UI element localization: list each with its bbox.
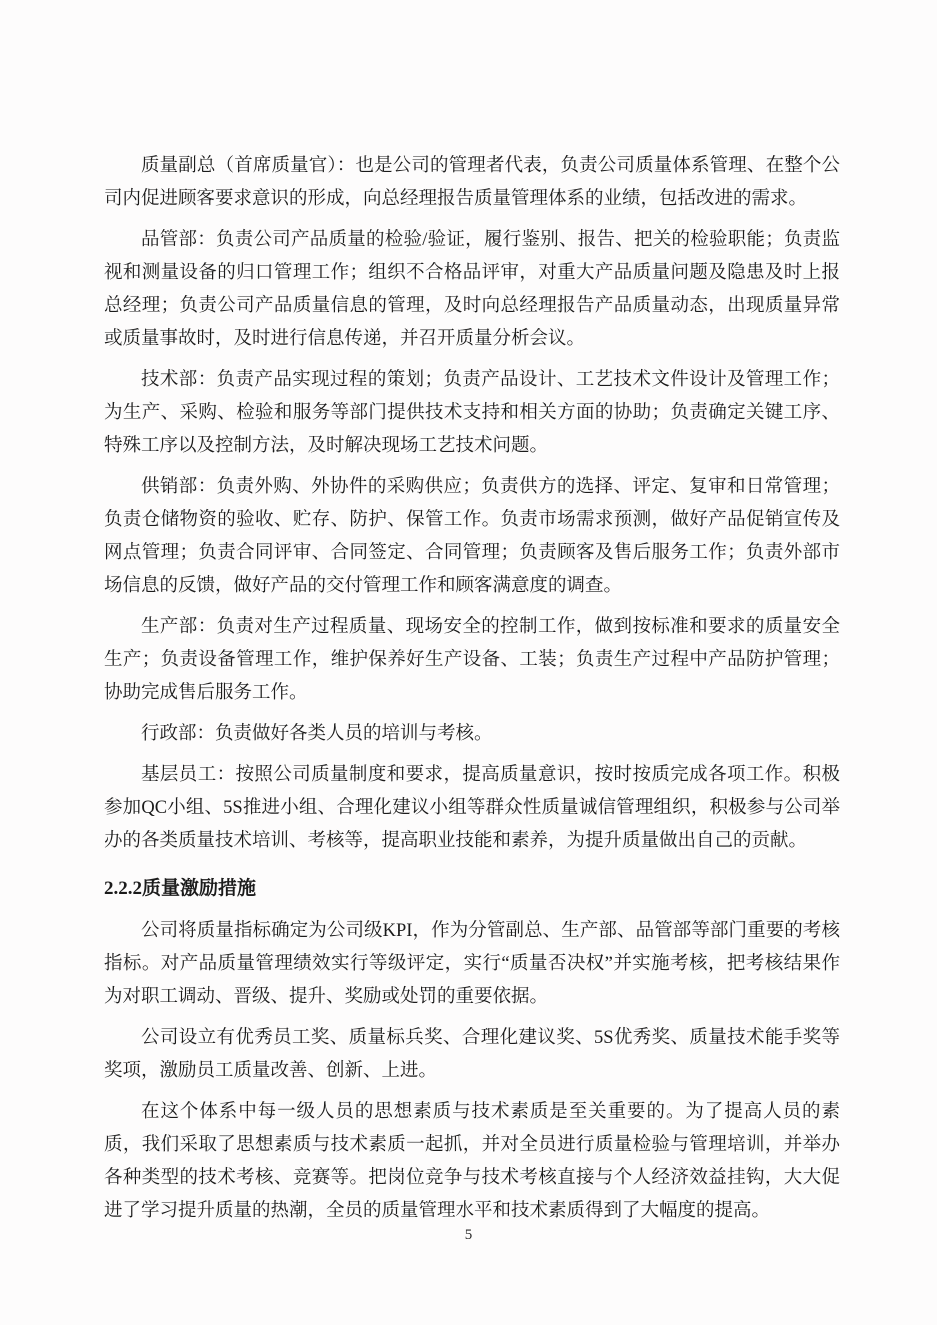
paragraph-technical-dept-role: 技术部：负责产品实现过程的策划；负责产品设计、工艺技术文件设计及管理工作；为生产、采购、检验和服务等部门提供技术支持和相关方面的协助；负责确定关键工序、特殊工序以及控制方法，及时解决现场工艺技术问题。 (104, 370, 840, 456)
paragraph-frontline-staff-role: 基层员工：按照公司质量制度和要求，提高质量意识，按时按质完成各项工作。积极参加QC小组、5S推进小组、合理化建议小组等群众性质量诚信管理组织，积极参与公司举办的各类质量技术培训、考核等，提高职业技能和素养，为提升质量做出自己的贡献。 (104, 765, 840, 851)
paragraph-personnel-quality: 在这个体系中每一级人员的思想素质与技术素质是至关重要的。为了提高人员的素质，我们采取了思想素质与技术素质一起抓，并对全员进行质量检验与管理培训，并举办各种类型的技术考核、竞赛等。把岗位竞争与技术考核直接与个人经济效益挂钩，大大促进了学习提升质量的热潮，全员的质量管理水平和技术素质得到了大幅度的提高。 (104, 1102, 840, 1221)
paragraph-supply-sales-dept-role: 供销部：负责外购、外协件的采购供应；负责供方的选择、评定、复审和日常管理；负责仓储物资的验收、贮存、防护、保管工作。负责市场需求预测，做好产品促销宣传及网点管理；负责合同评审、合同签定、合同管理；负责顾客及售后服务工作；负责外部市场信息的反馈，做好产品的交付管理工作和顾客满意度的调查。 (104, 477, 840, 596)
paragraph-quality-vp-role: 质量副总（首席质量官）：也是公司的管理者代表，负责公司质量体系管理、在整个公司内促进顾客要求意识的形成，向总经理报告质量管理体系的业绩，包括改进的需求。 (104, 156, 840, 209)
paragraph-award-programs: 公司设立有优秀员工奖、质量标兵奖、合理化建议奖、5S优秀奖、质量技术能手奖等奖项，激励员工质量改善、创新、上进。 (104, 1028, 840, 1081)
paragraph-production-dept-role: 生产部：负责对生产过程质量、现场安全的控制工作，做到按标准和要求的质量安全生产；负责设备管理工作，维护保养好生产设备、工装；负责生产过程中产品防护管理；协助完成售后服务工作。 (104, 617, 840, 703)
paragraph-quality-dept-role: 品管部：负责公司产品质量的检验/验证，履行鉴别、报告、把关的检验职能；负责监视和测量设备的归口管理工作；组织不合格品评审，对重大产品质量问题及隐患及时上报总经理；负责公司产品质量信息的管理，及时向总经理报告产品质量动态，出现质量异常或质量事故时，及时进行信息传递，并召开质量分析会议。 (104, 230, 840, 349)
page-number: 5 (464, 1227, 473, 1243)
document-body (104, 0, 840, 1236)
paragraph-admin-dept-role: 行政部：负责做好各类人员的培训与考核。 (141, 724, 493, 744)
paragraph-kpi-assessment: 公司将质量指标确定为公司级KPI，作为分管副总、生产部、品管部等部门重要的考核指标。对产品质量管理绩效实行等级评定，实行“质量否决权”并实施考核，把考核结果作为对职工调动、晋级、提升、奖励或处罚的重要依据。 (104, 921, 840, 1007)
section-heading: 2.2.2质量激励措施 (104, 878, 257, 899)
